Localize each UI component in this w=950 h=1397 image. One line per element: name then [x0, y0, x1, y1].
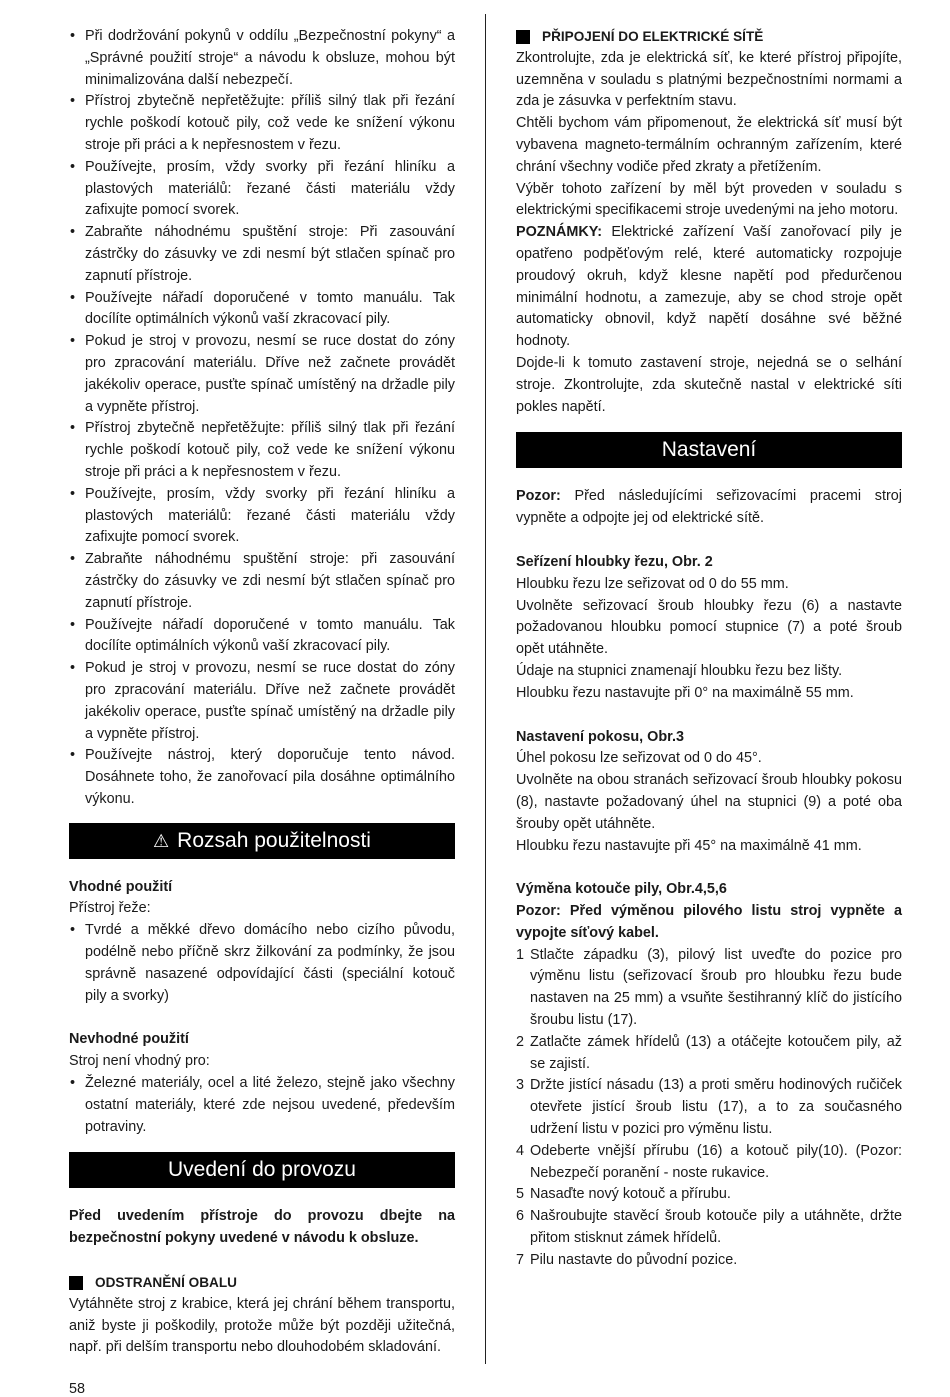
vhodne-intro: Přístroj řeže: — [69, 900, 151, 917]
section-title: Nastavení — [661, 438, 757, 462]
list-item: • Používejte nářadí doporučené v tomto manuálu. Tak docílíte optimálních výkonů vaší zkracovací pily. — [69, 288, 455, 332]
nevhodne-intro: Stroj není vhodný pro: — [69, 1053, 210, 1070]
step-number: 1 — [516, 946, 525, 963]
step-number: 7 — [516, 1251, 525, 1268]
list-item — [516, 1032, 902, 1076]
pripojeni-heading — [516, 26, 902, 48]
list-item: • Používejte, prosím, vždy svorky při řezání hliníku a plastových materiálů: řezané části materiálu vždy zafixujte pomocí svorek. — [69, 484, 455, 549]
obal-text: Vytáhněte stroj z krabice, která jej chrání během transportu, aniž byste ji poškodily, protože může být později užitečná, např. při delším transportu nebo dlouhodobém skladování. — [69, 1295, 455, 1356]
pozor-label: Pozor: — [516, 488, 561, 505]
step-number: 5 — [516, 1186, 525, 1203]
step-text: Našroubujte stavěcí šroub kotouče pily a utáhněte, držte přitom stisknut zámek hřídelů. — [530, 1208, 902, 1247]
paragraph: Zkontrolujte, zda je elektrická síť, ke které přístroj připojíte, uzemněna v souladu s platnými bezpečnostními normami a zda je zásuvka v perfektním stavu. — [516, 49, 902, 110]
list-item: • Pokud je stroj v provozu, nesmí se ruce dostat do zóny pro zpracování materiálu. Dříve než začnete provádět jakékoliv operace, pusťte spínač umístěný na držadle pily a vypněte přístroj. — [69, 658, 455, 745]
step-number: 2 — [516, 1033, 525, 1050]
page-number: 58 — [69, 1381, 86, 1397]
paragraph: Výběr tohoto zařízení by měl být proveden v souladu s elektrickými specifikacemi stroje uvedenými na jeho motoru. — [516, 180, 902, 219]
warning-icon: ⚠ — [153, 830, 170, 851]
safety-bullet-list — [69, 26, 455, 811]
list-item — [516, 1141, 902, 1185]
paragraph: Dojde-li k tomuto zastavení stroje, nejedná se o selhání stroje. Zkontrolujte, zda skutečně nastal v elektrické síti pokles napětí. — [516, 354, 902, 415]
pozor-paragraph — [516, 486, 902, 530]
list-item: • Přístroj zbytečně nepřetěžujte: příliš silný tlak při řezání rychle poškodí kotouč pily, což vede ke snížení výkonu stroje při práci a k nepřesnostem v řezu. — [69, 91, 455, 156]
list-item — [516, 1250, 902, 1272]
list-item — [516, 1075, 902, 1140]
nevhodne-heading: Nevhodné použití — [69, 1031, 189, 1048]
list-item: • Při dodržování pokynů v oddílu „Bezpečnostní pokyny“ a „Správné použití stroje“ a návodu k obsluze, mohou být minimalizována další nebezpečí. — [69, 26, 455, 91]
list-item: • Zabraňte náhodnému spuštění stroje: při zasouvání zástrčky do zásuvky ve zdi nesmí být stlačen spínač pro zapnutí přístroje. — [69, 549, 455, 614]
list-item: • Tvrdé a měkké dřevo domácího nebo cizího původu, podélně nebo příčně skrz žilkování za podmínky, že jsou správně nasazené odpovídající části (speciální kotouč pily a svorky) — [69, 920, 455, 1007]
vymena-heading: Výměna kotouče pily, Obr.4,5,6 — [516, 881, 727, 898]
section-title: Uvedení do provozu — [168, 1158, 356, 1182]
poznamky-text: Elektrické zařízení Vaší zanořovací pily je opatřeno podpěťovým relé, které automaticky rozpojuje proudový okruh, když klesne napětí pod předurčenou minimální hodnotu, a zamezuje, aby se chod stroje opět automaticky obnovil, když napětí dosáhne své běžné hodnoty. — [516, 224, 902, 350]
step-number: 3 — [516, 1077, 525, 1094]
vhodne-list — [69, 920, 455, 1007]
step-text: Nasaďte nový kotouč a přírubu. — [530, 1186, 731, 1203]
square-bullet-icon — [69, 1276, 83, 1290]
section-bar-uvedeni — [69, 1152, 455, 1188]
paragraph: Údaje na stupnici znamenají hloubku řezu bez lišty. — [516, 662, 843, 679]
uvedeni-intro: Před uvedením přístroje do provozu dbejte na bezpečnostní pokyny uvedené v návodu k obsluze. — [69, 1208, 455, 1247]
hloubka-heading: Seřízení hloubky řezu, Obr. 2 — [516, 553, 713, 570]
list-item — [516, 1184, 902, 1206]
left-column — [69, 26, 455, 1359]
vymena-warning: Pozor: Před výměnou pilového listu stroj vypněte a vypojte síťový kabel. — [516, 903, 902, 941]
obal-heading — [69, 1272, 455, 1294]
step-text: Držte jistící násadu (13) a proti směru hodinových ručiček otevřete jistící šroub listu (17), a to za současného udržení listu v pozici pro výměnu listu. — [530, 1077, 902, 1138]
step-text: Zatlačte zámek hřídelů (13) a otáčejte kotoučem pily, až se zajistí. — [530, 1033, 902, 1072]
list-item: • Používejte, prosím, vždy svorky při řezání hliníku a plastových materiálů: řezané části materiálu vždy zafixujte pomocí svorek. — [69, 157, 455, 222]
list-item: • Přístroj zbytečně nepřetěžujte: příliš silný tlak při řezání rychle poškodí kotouč pily, což vede ke snížení výkonu stroje při práci a k nepřesnostem v řezu. — [69, 418, 455, 483]
pokos-heading: Nastavení pokosu, Obr.3 — [516, 728, 684, 745]
paragraph: Hloubku řezu nastavujte při 0° na maximálně 55 mm. — [516, 684, 854, 701]
nevhodne-list — [69, 1073, 455, 1138]
paragraph: Chtěli bychom vám připomenout, že elektrická síť musí být vybavena magneto-termálním ochranným zařízením, které chrání všechny vodiče před zkraty a přetížením. — [516, 115, 902, 175]
paragraph: Uvolněte seřizovací šroub hloubky řezu (6) a nastavte požadovanou hloubku pomocí stupnice (7) a poté šroub opět utáhněte. — [516, 597, 902, 658]
step-text: Odeberte vnější přírubu (16) a kotouč pily(10). (Pozor: Nebezpečí poranění - noste rukavice. — [530, 1142, 902, 1181]
pripojeni-heading-text: PŘIPOJENÍ DO ELEKTRICKÉ SÍTĚ — [542, 29, 764, 44]
list-item — [516, 1206, 902, 1250]
paragraph: Hloubku řezu lze seřizovat od 0 do 55 mm. — [516, 575, 789, 592]
paragraph: Úhel pokosu lze seřizovat od 0 do 45°. — [516, 750, 762, 767]
list-item: • Zabraňte náhodnému spuštění stroje: Při zasouvání zástrčky do zásuvky ve zdi nesmí být stlačen spínač pro zapnutí přístroje. — [69, 222, 455, 287]
poznamky-label: POZNÁMKY: — [516, 224, 603, 241]
step-number: 6 — [516, 1208, 525, 1225]
list-item: • Železné materiály, ocel a lité železo, stejně jako všechny ostatní materiály, které zde nejsou uvedené, především potraviny. — [69, 1073, 455, 1138]
paragraph: Uvolněte na obou stranách seřizovací šroub hloubky pokosu (8), nastavte požadovaný úhel na stupnici (9) a poté oba šrouby opět utáhněte. — [516, 772, 902, 832]
right-column — [516, 26, 902, 1272]
section-bar-nastaveni — [516, 432, 902, 468]
step-text: Stlačte západku (3), pilový list uveďte do pozice pro výměnu listu (seřizovací šroub pro hloubku řezu bude nastaven na 25 mm) a vsuňte šestihranný klíč do jistícího šroubu listu (17). — [530, 946, 902, 1029]
poznamky-paragraph — [516, 222, 902, 353]
step-number: 4 — [516, 1142, 525, 1159]
square-bullet-icon — [516, 30, 530, 44]
vymena-steps — [516, 945, 902, 1272]
vhodne-heading: Vhodné použití — [69, 878, 173, 895]
section-title: Rozsah použitelnosti — [177, 828, 371, 852]
list-item: • Pokud je stroj v provozu, nesmí se ruce dostat do zóny pro zpracování materiálu. Dříve než začnete provádět jakékoliv operace, pusťte spínač umístěný na držadle pily a vypněte přístroj. — [69, 331, 455, 418]
obal-heading-text: ODSTRANĚNÍ OBALU — [95, 1275, 237, 1291]
list-item: • Používejte nástroj, který doporučuje tento návod. Dosáhnete toho, že zanořovací pila dosáhne optimálního výkonu. — [69, 745, 455, 810]
list-item — [516, 945, 902, 1032]
section-bar-rozsah — [69, 823, 455, 859]
list-item: • Používejte nářadí doporučené v tomto manuálu. Tak docílíte optimálních výkonů vaší zkracovací pily. — [69, 615, 455, 659]
pozor-text: Před následujícími seřizovacími pracemi stroj vypněte a odpojte jej od elektrické sítě. — [516, 488, 902, 527]
column-divider — [485, 14, 486, 1364]
paragraph: Hloubku řezu nastavujte při 45° na maximálně 41 mm. — [516, 837, 862, 854]
step-text: Pilu nastavte do původní pozice. — [530, 1251, 738, 1268]
